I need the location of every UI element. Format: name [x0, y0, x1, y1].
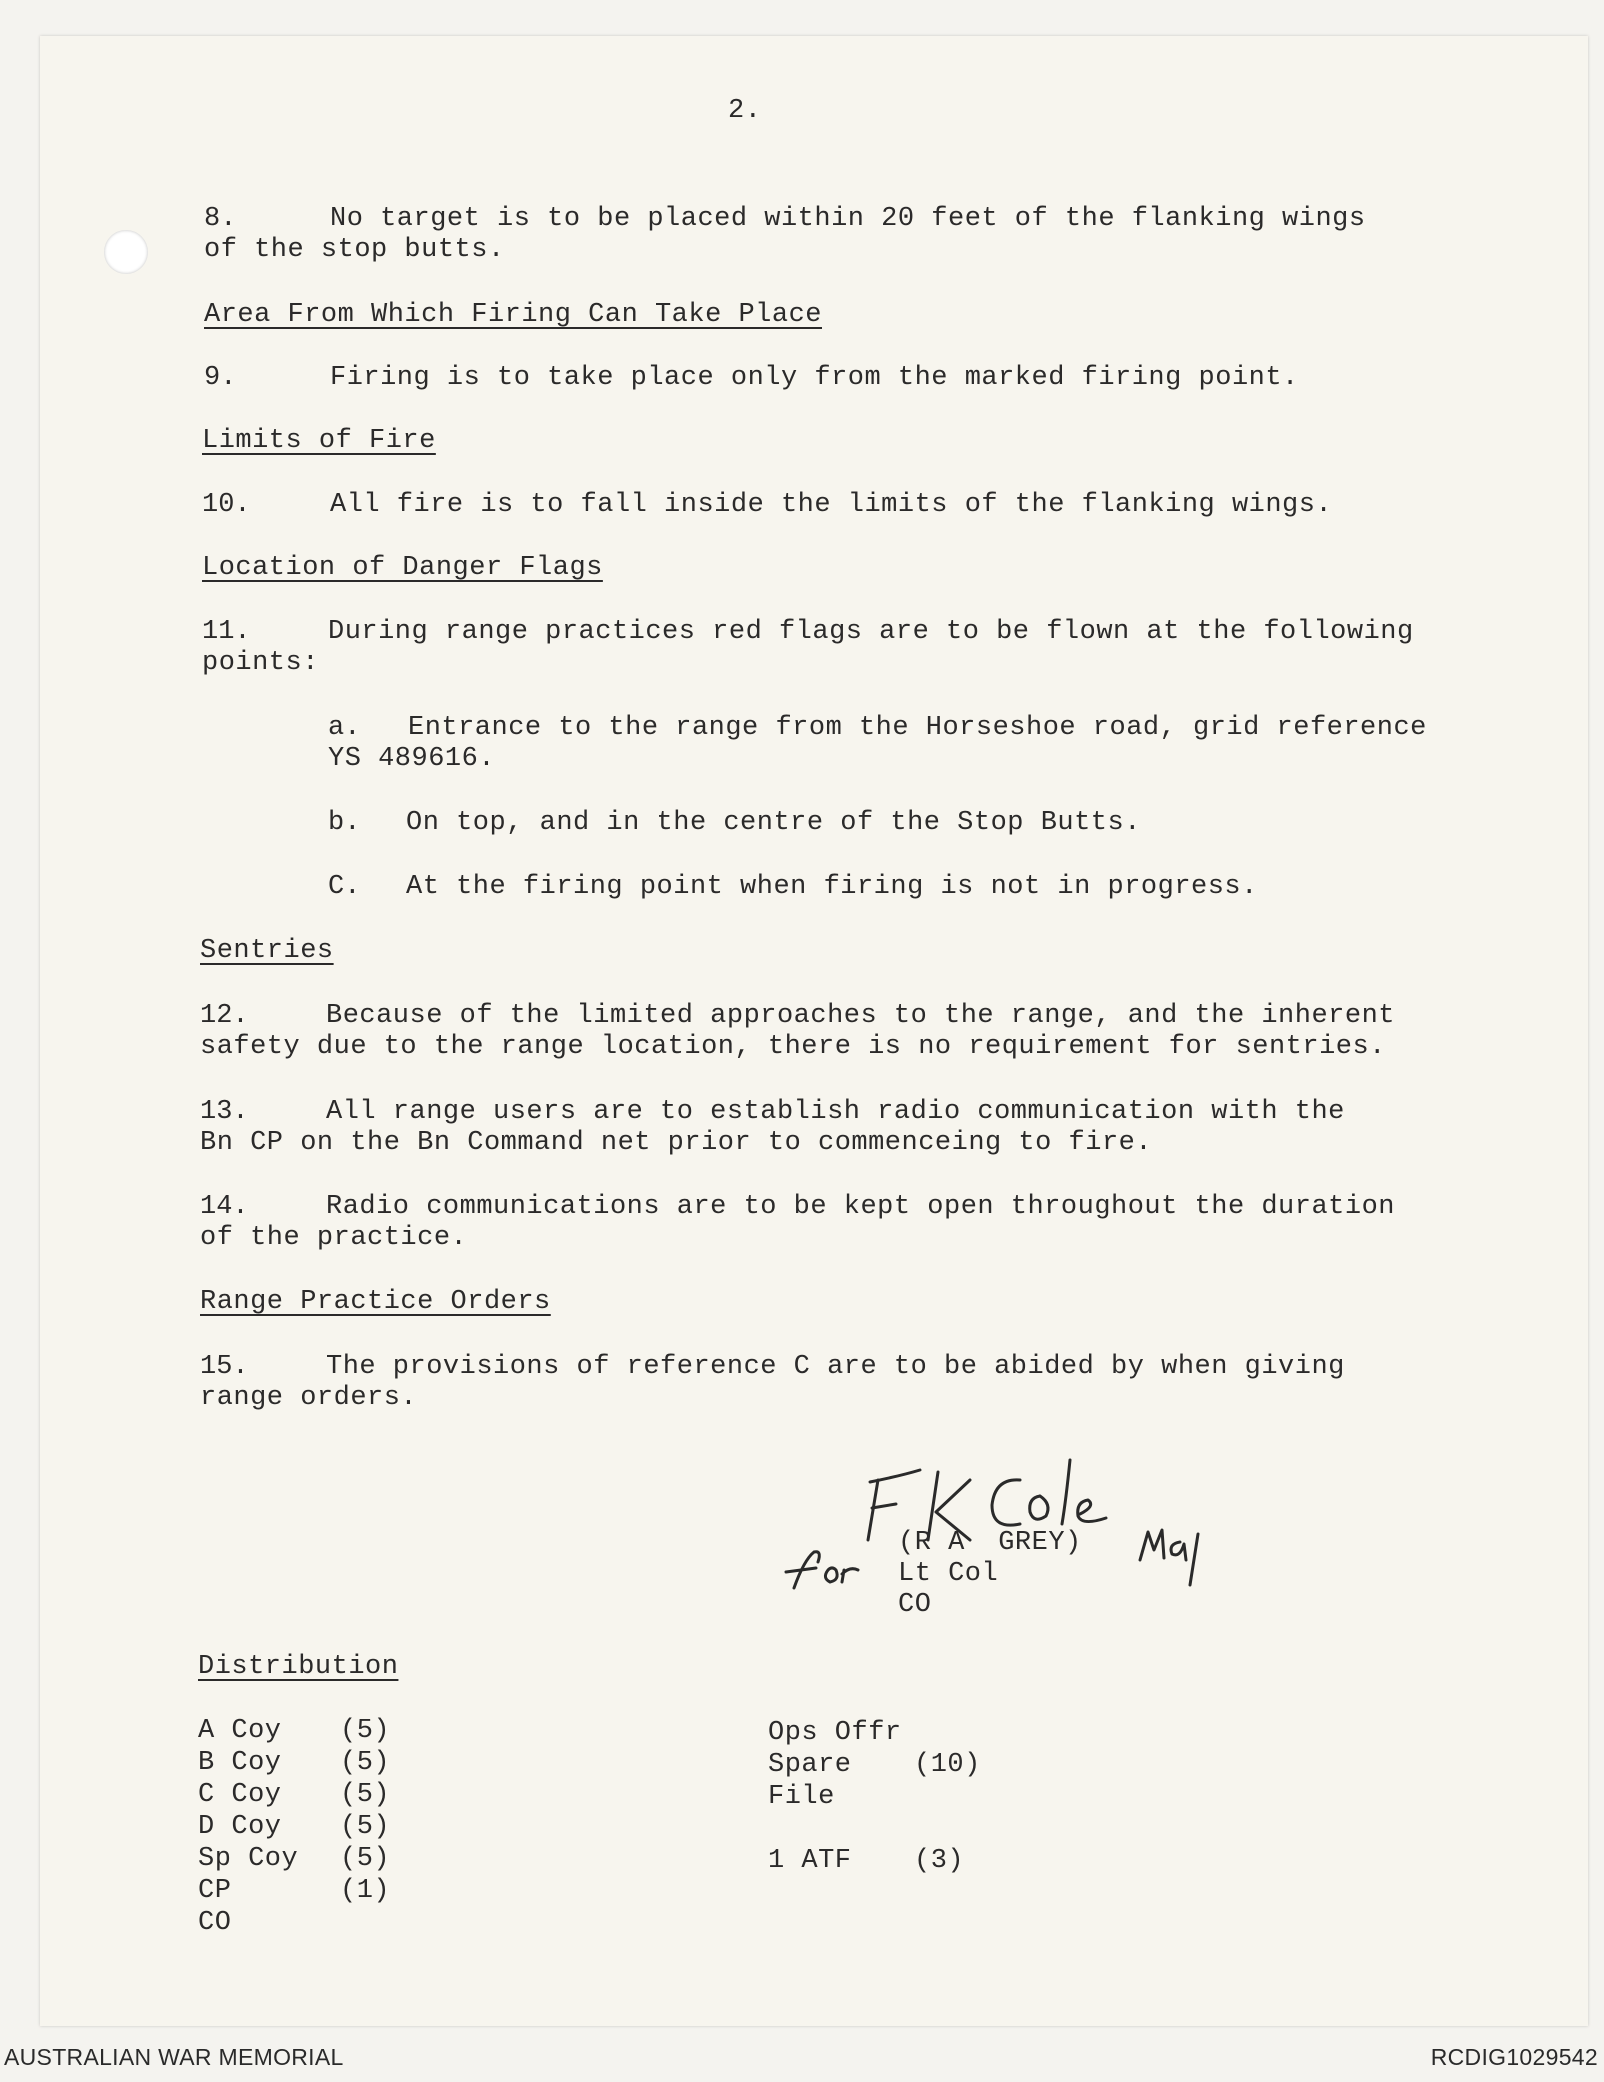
list-item: CP [198, 1876, 232, 1906]
sub-c-line1: At the firing point when firing is not in progress. [406, 872, 1258, 902]
para-13-number: 13. [200, 1097, 249, 1127]
para-9-number: 9. [204, 363, 237, 393]
list-item: CO [198, 1908, 232, 1938]
para-11-line1: During range practices red flags are to be flown at the following [328, 617, 1414, 647]
heading-danger-flags: Location of Danger Flags [202, 553, 603, 583]
para-12-line2: safety due to the range location, there is no requirement for sentries. [200, 1032, 1386, 1062]
heading-distribution: Distribution [198, 1652, 399, 1682]
list-item: C Coy [198, 1780, 282, 1810]
list-item-count: (3) [914, 1846, 965, 1876]
list-item: 1 ATF [768, 1846, 852, 1876]
footer-catalogue-id: RCDIG1029542 [1430, 2044, 1598, 2070]
signatory-title: CO [898, 1590, 932, 1620]
sub-a-line1: Entrance to the range from the Horseshoe road, grid reference [408, 713, 1427, 743]
signatory-name: (R A GREY) [898, 1528, 1082, 1558]
handwritten-signature [770, 1420, 1230, 1600]
para-14-number: 14. [200, 1192, 249, 1222]
para-8-line2: of the stop butts. [204, 235, 505, 265]
para-13-line2: Bn CP on the Bn Command net prior to commenceing to fire. [200, 1128, 1153, 1158]
sub-c-label: C. [328, 872, 361, 902]
list-item-count: (5) [340, 1812, 391, 1842]
heading-area-firing: Area From Which Firing Can Take Place [204, 300, 822, 330]
heading-sentries: Sentries [200, 936, 334, 966]
sub-a-line2: YS 489616. [328, 744, 496, 774]
para-15-line1: The provisions of reference C are to be abided by when giving [326, 1352, 1345, 1382]
signatory-rank: Lt Col [898, 1559, 999, 1589]
para-12-number: 12. [200, 1001, 249, 1031]
list-item-count: (5) [340, 1780, 391, 1810]
heading-limits-of-fire: Limits of Fire [202, 426, 436, 456]
list-item-count: (5) [340, 1748, 391, 1778]
para-10-number: 10. [202, 490, 251, 520]
para-12-line1: Because of the limited approaches to the range, and the inherent [326, 1001, 1395, 1031]
sub-b-line1: On top, and in the centre of the Stop Butts. [406, 808, 1141, 838]
sub-b-label: b. [328, 808, 361, 838]
para-13-line1: All range users are to establish radio communication with the [326, 1097, 1345, 1127]
page-number: 2. [728, 96, 762, 126]
list-item-count: (5) [340, 1844, 391, 1874]
list-item: File [768, 1782, 835, 1812]
para-14-line1: Radio communications are to be kept open throughout the duration [326, 1192, 1395, 1222]
list-item-count: (10) [914, 1750, 981, 1780]
para-8-line1: No target is to be placed within 20 feet of the flanking wings [330, 204, 1366, 234]
list-item: Ops Offr [768, 1718, 902, 1748]
para-11-line2: points: [202, 648, 319, 678]
list-item: Sp Coy [198, 1844, 299, 1874]
para-15-number: 15. [200, 1352, 249, 1382]
list-item-count: (5) [340, 1716, 391, 1746]
para-15-line2: range orders. [200, 1383, 418, 1413]
footer-institution: AUSTRALIAN WAR MEMORIAL [4, 2044, 344, 2070]
sub-a-label: a. [328, 713, 361, 743]
list-item: A Coy [198, 1716, 282, 1746]
para-11-number: 11. [202, 617, 251, 647]
para-10-line1: All fire is to fall inside the limits of the flanking wings. [330, 490, 1333, 520]
list-item: D Coy [198, 1812, 282, 1842]
para-14-line2: of the practice. [200, 1223, 468, 1253]
list-item: Spare [768, 1750, 852, 1780]
list-item-count: (1) [340, 1876, 391, 1906]
heading-range-practice-orders: Range Practice Orders [200, 1287, 551, 1317]
punch-hole [104, 230, 148, 274]
para-9-line1: Firing is to take place only from the marked firing point. [330, 363, 1299, 393]
para-8-number: 8. [204, 204, 237, 234]
list-item: B Coy [198, 1748, 282, 1778]
